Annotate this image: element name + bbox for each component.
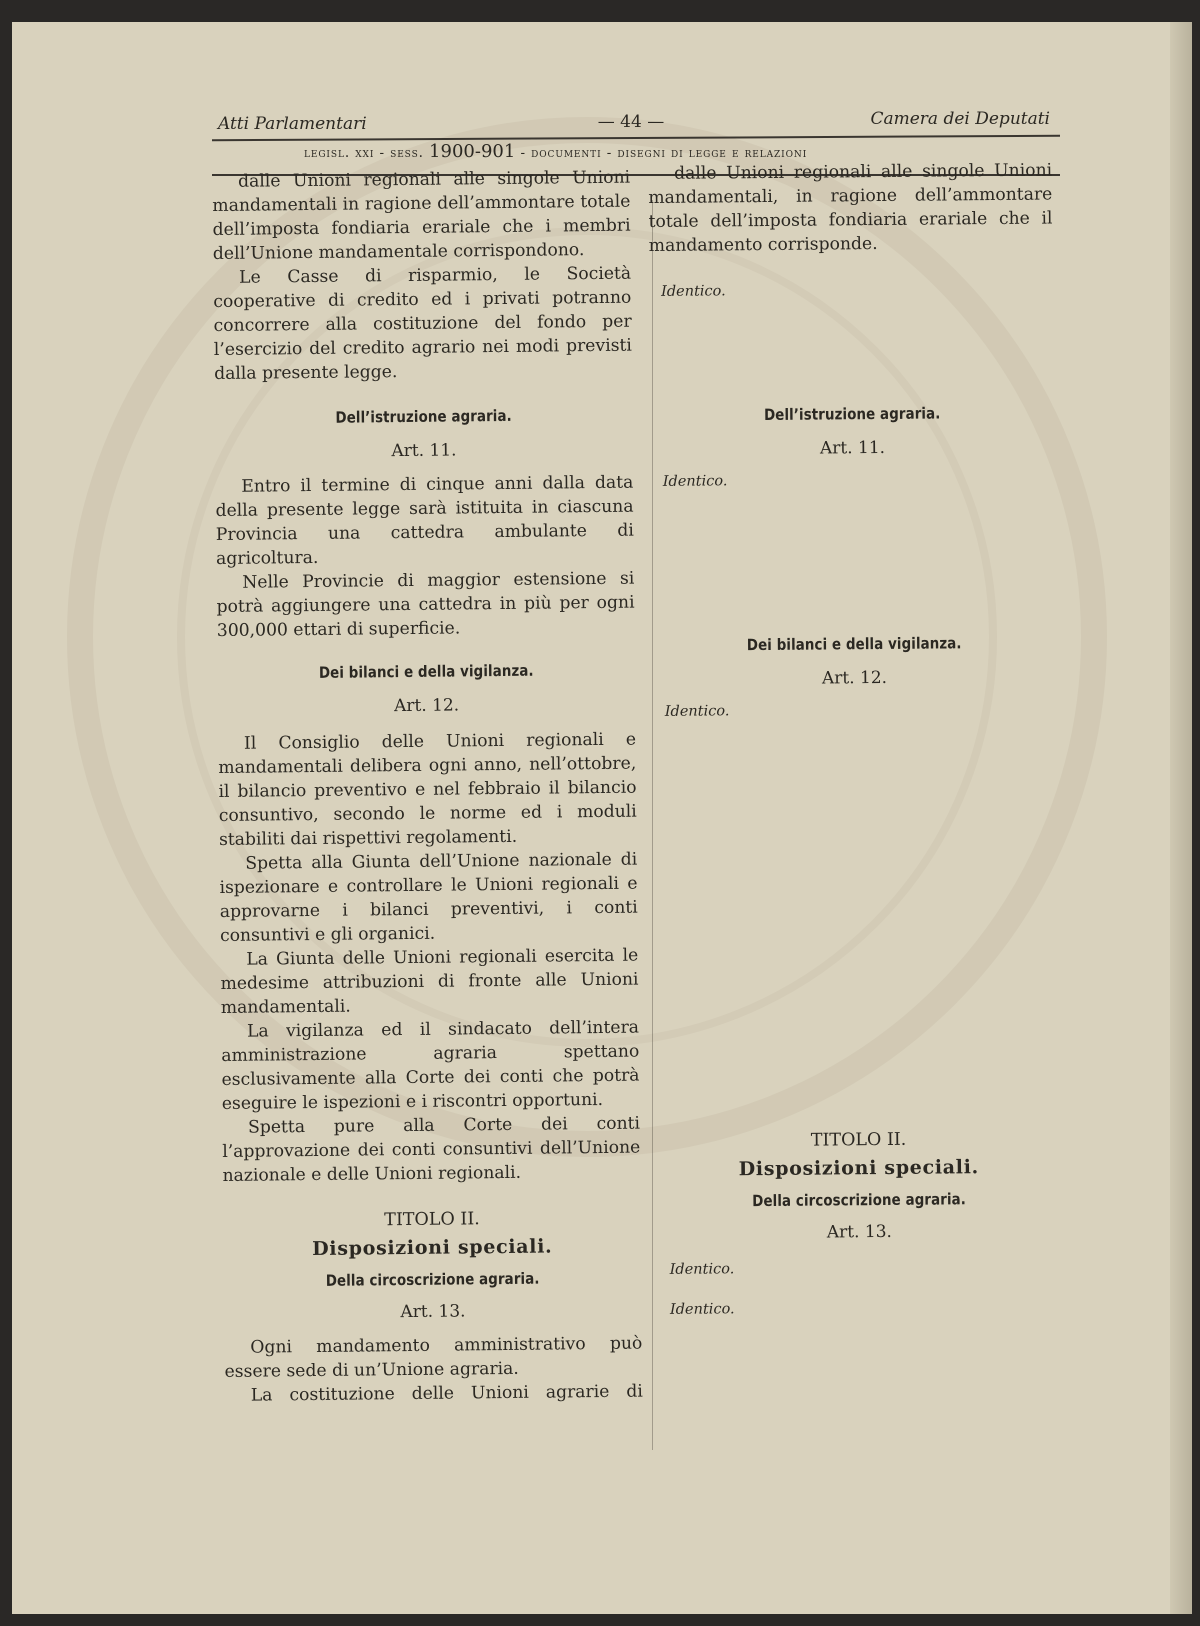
header-sub-suffix: - documenti - disegni di legge e relazioni [520,145,808,161]
left-paragraph-7: La Giunta delle Unioni regionali esercita le medesime attribuzioni di fronte alle Unioni mandamentali. [220,945,639,1018]
left-titolo: TITOLO II. [384,1209,480,1231]
right-heading-istruzione: Dell’istruzione agraria. [763,404,941,424]
left-paragraph-10: Ogni mandamento amministrativo può essere sede di un’Unione agraria. [224,1333,643,1382]
right-identico-3: Identico. [664,703,730,720]
page-number: — 44 — [597,112,665,132]
left-column [212,166,643,1408]
left-paragraph-5: Il Consiglio delle Unioni regionali e mandamentali delibera ogni anno, nell’ottobre, il bilancio preventivo e nel febbraio il bilancio consuntivo, secondo le norme ed i moduli stabiliti dai rispettivi regolamenti. [218,729,637,850]
right-identico-5: Identico. [669,1301,735,1318]
header-sub-year: 1900-901 [429,141,516,162]
left-art-12: Art. 12. [393,695,460,717]
right-art-11: Art. 11. [819,437,886,459]
header-subtitle [304,141,807,162]
right-titolo: TITOLO II. [810,1129,907,1151]
right-column [648,158,1062,1321]
header-right: Camera dei Deputati [870,109,1050,129]
left-heading-circoscrizione: Della circoscrizione agraria. [325,1269,540,1290]
right-identico-1: Identico. [661,283,726,300]
right-identico-2: Identico. [662,473,728,490]
left-paragraph-11: La costituzione delle Unioni agrarie di [250,1381,643,1406]
right-heading-bilanci: Dei bilanci e della vigilanza. [746,634,962,655]
left-paragraph-1: dalle Unioni regionali alle singole Unioni mandamentali in ragione dell’ammontare totale dell’imposta fondiaria erariale che i membri dell’Unione mandamentale corrispondono. [212,167,631,264]
left-heading-bilanci: Dei bilanci e della vigilanza. [318,661,534,682]
right-disposizioni-speciali: Disposizioni speciali. [738,1156,979,1181]
right-paragraph-1: dalle Unioni regionali alle singole Unioni mandamentali, in ragione dell’ammontare totale dell’imposta fondiaria erariale che il mandamento corrisponde. [648,160,1053,256]
left-paragraph-3: Entro il termine di cinque anni dalla data della presente legge sarà istituita in ciascuna Provincia una cattedra ambulante di agricoltura. [215,472,634,569]
left-paragraph-2: Le Casse di risparmio, le Società cooperative di credito ed i privati potranno concorrere alla costituzione del fondo per l’esercizio del credito agrario nei modi previsti dalla presente legge. [213,263,632,384]
left-art-13: Art. 13. [400,1301,466,1323]
left-paragraph-6: Spetta alla Giunta dell’Unione nazionale di ispezionare e controllare le Unioni regionali e approvarne i bilanci preventivi, i conti consuntivi e gli organici. [219,849,638,946]
header-left: Atti Parlamentari [218,114,367,134]
right-art-13: Art. 13. [826,1221,892,1243]
left-paragraph-8: La vigilanza ed il sindacato dell’intera amministrazione agraria spettano esclusivamente alla Corte dei conti che potrà eseguire le ispezioni e i riscontri opportuni. [221,1017,640,1114]
right-identico-4: Identico. [669,1261,735,1278]
header-sub-prefix: legisl. xxi - sess. [304,145,424,161]
right-art-12: Art. 12. [821,667,888,689]
left-paragraph-9: Spetta pure alla Corte dei conti l’approvazione dei conti consuntivi dell’Unione nazionale e delle Unioni regionali. [222,1113,641,1186]
left-disposizioni-speciali: Disposizioni speciali. [312,1235,553,1261]
left-heading-istruzione: Dell’istruzione agraria. [335,406,512,427]
right-heading-circoscrizione: Della circoscrizione agraria. [752,1190,966,1211]
left-art-11: Art. 11. [391,440,457,462]
left-paragraph-4: Nelle Provincie di maggior estensione si potrà aggiungere una cattedra in più per ogni 300,000 ettari di superficie. [216,568,635,641]
